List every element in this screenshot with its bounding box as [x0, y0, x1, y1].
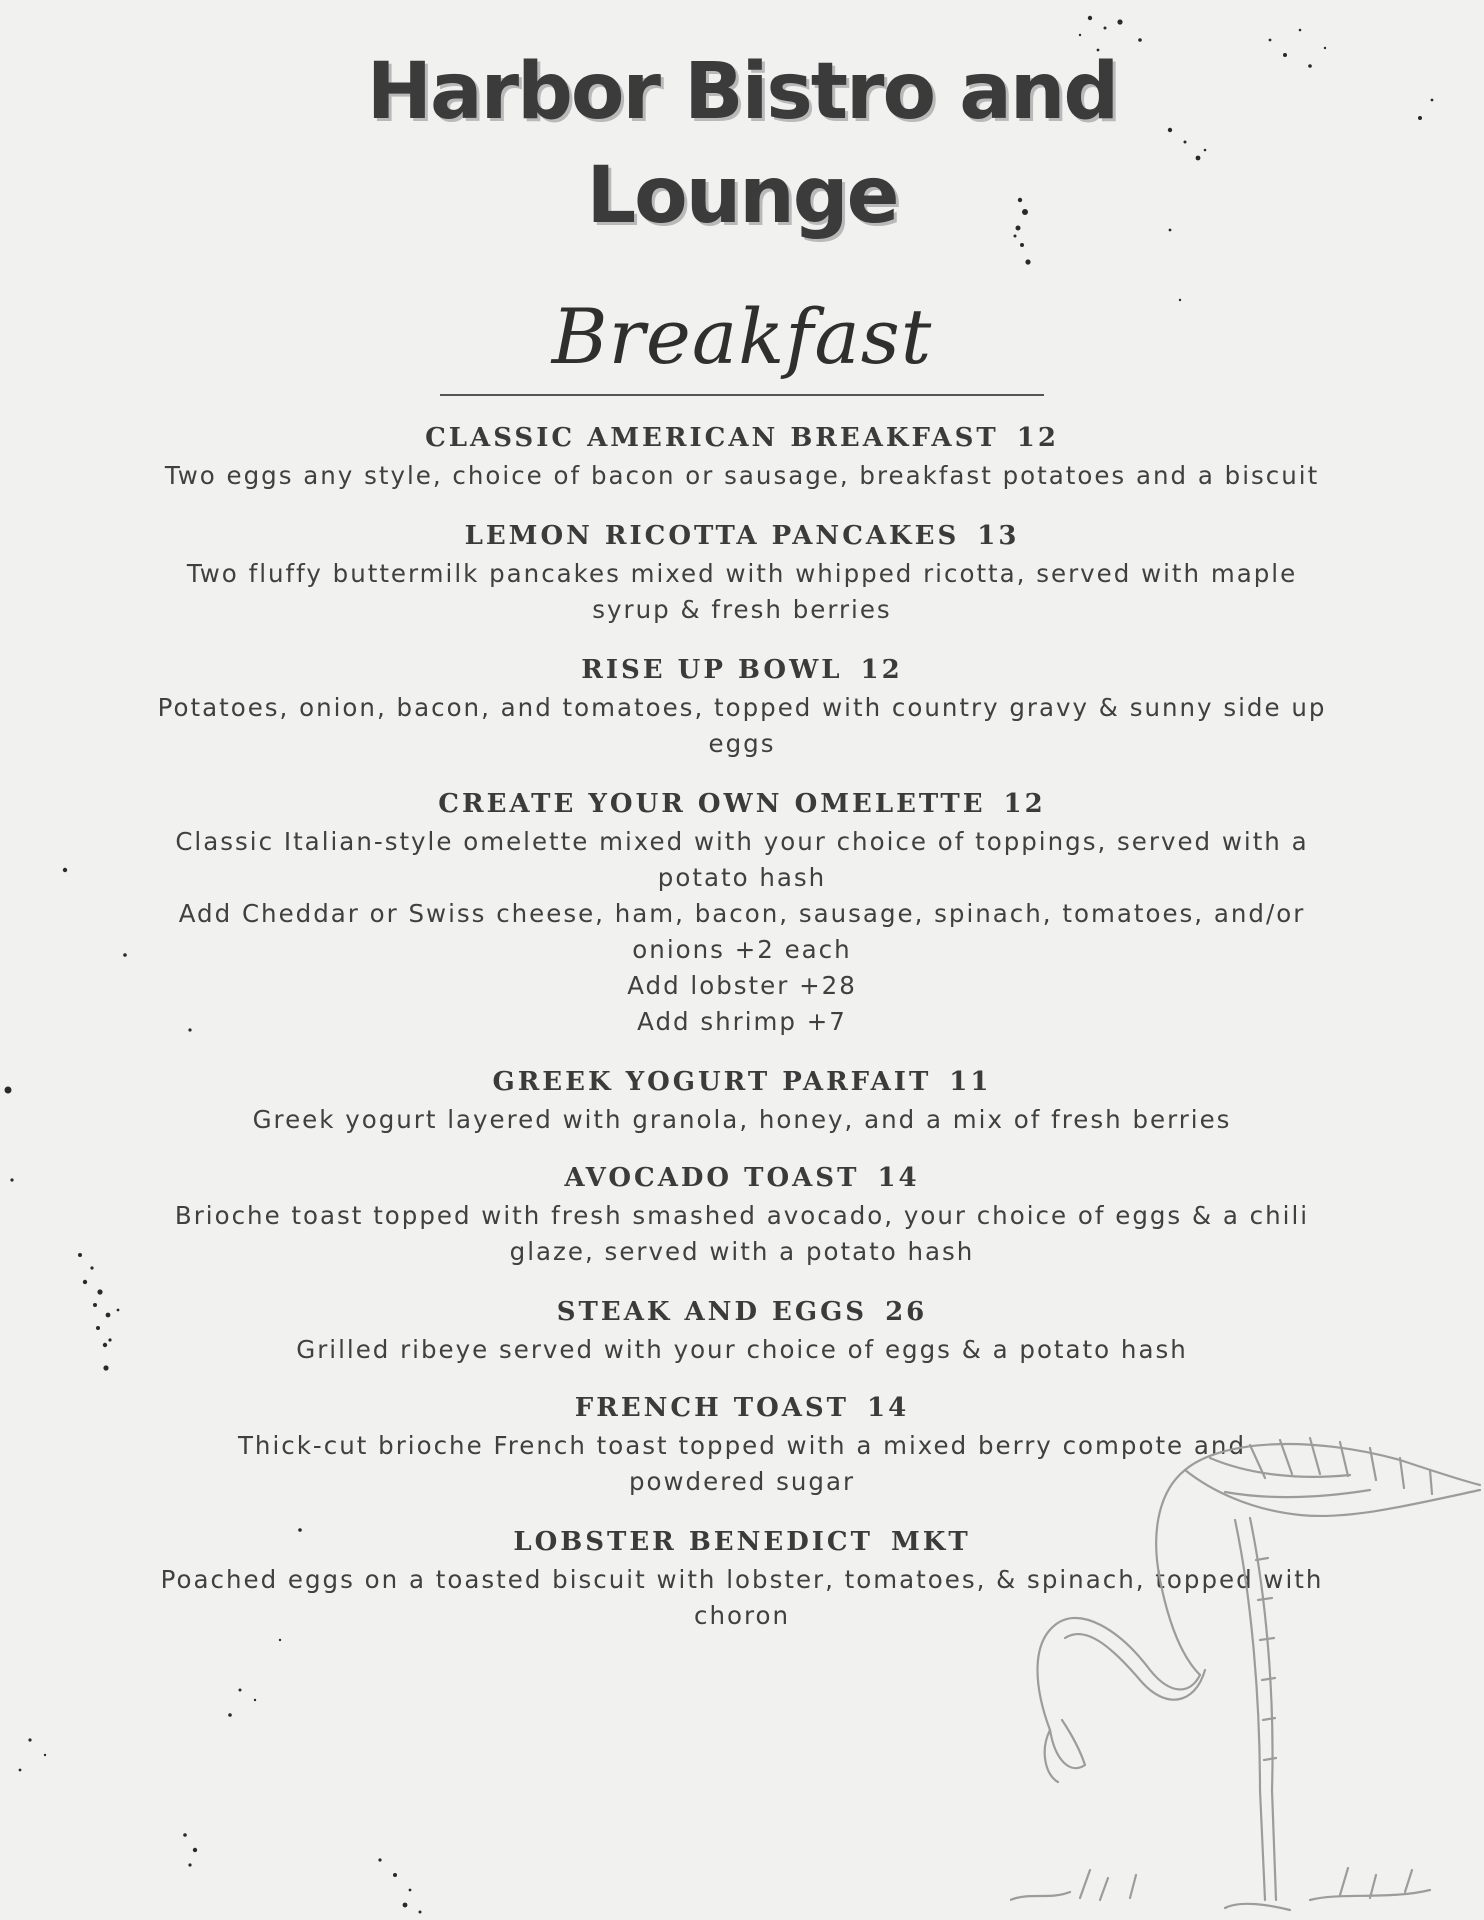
- menu-item-description: Brioche toast topped with fresh smashed avocado, your choice of eggs & a chili: [174, 1201, 1310, 1230]
- menu-item-description: powdered sugar: [628, 1467, 856, 1496]
- menu-item-name: STEAK AND EGGS: [556, 1297, 868, 1327]
- menu-item-header: [110, 1388, 1374, 1428]
- menu-item: [110, 1292, 1374, 1368]
- menu-item: [110, 1158, 1374, 1270]
- menu-item: [110, 1062, 1374, 1138]
- menu-item-description: Add lobster +28: [627, 971, 857, 1000]
- menu-item-description: eggs: [708, 729, 776, 758]
- menu-item-price: 14: [877, 1163, 920, 1193]
- menu-item-name: GREEK YOGURT PARFAIT: [492, 1067, 932, 1097]
- menu-item-description: glaze, served with a potato hash: [509, 1237, 975, 1266]
- menu-item-description: Add Cheddar or Swiss cheese, ham, bacon, sausage, spinach, tomatoes, and/or: [178, 899, 1306, 928]
- menu-item-description: Classic Italian-style omelette mixed with your choice of toppings, served with a: [175, 827, 1309, 856]
- flamingo-illustration: [1010, 1430, 1484, 1920]
- restaurant-name-line1: Harbor Bistro and: [366, 47, 1118, 137]
- menu-item-description: syrup & fresh berries: [592, 595, 892, 624]
- menu-item-description: Add shrimp +7: [637, 1007, 847, 1036]
- menu-item: [110, 516, 1374, 628]
- menu-item-description: Grilled ribeye served with your choice of eggs & a potato hash: [296, 1335, 1188, 1364]
- menu-item-description: Thick-cut brioche French toast topped with a mixed berry compote and: [237, 1431, 1247, 1460]
- menu-item-description: choron: [693, 1601, 791, 1630]
- menu-item-description: onions +2 each: [632, 935, 852, 964]
- menu-item: [110, 784, 1374, 1040]
- menu-item-header: [110, 516, 1374, 556]
- restaurant-name-line2: Lounge: [586, 151, 898, 241]
- menu-item-description: Potatoes, onion, bacon, and tomatoes, topped with country gravy & sunny side up: [157, 693, 1327, 722]
- section-title: Breakfast: [551, 292, 933, 381]
- menu-item: [110, 418, 1374, 494]
- menu-item-name: FRENCH TOAST: [574, 1393, 850, 1423]
- menu-item-price: 11: [949, 1067, 992, 1097]
- menu-item-price: 13: [977, 521, 1020, 551]
- menu-item-price: 12: [1016, 423, 1059, 453]
- section-divider: [440, 394, 1044, 396]
- menu-item-price: 12: [1003, 789, 1046, 819]
- menu-item-header: [110, 1062, 1374, 1102]
- menu-item-name: CREATE YOUR OWN OMELETTE: [438, 789, 986, 819]
- menu-item-name: RISE UP BOWL: [581, 655, 843, 685]
- menu-item-description: potato hash: [657, 863, 827, 892]
- menu-item-description: Two eggs any style, choice of bacon or sausage, breakfast potatoes and a biscuit: [164, 461, 1320, 490]
- menu-item-price: 12: [860, 655, 903, 685]
- restaurant-name: [0, 40, 1484, 248]
- menu-item-name: AVOCADO TOAST: [564, 1163, 860, 1193]
- menu-item-header: [110, 784, 1374, 824]
- menu-item-name: LEMON RICOTTA PANCAKES: [464, 521, 960, 551]
- menu-item: [110, 650, 1374, 762]
- menu-item-name: CLASSIC AMERICAN BREAKFAST: [425, 423, 999, 453]
- menu-item-name: LOBSTER BENEDICT: [513, 1527, 873, 1557]
- menu-item-price: 26: [885, 1297, 928, 1327]
- menu-item-header: [110, 650, 1374, 690]
- menu-item-description: Greek yogurt layered with granola, honey, and a mix of fresh berries: [252, 1105, 1232, 1134]
- menu-item-price: MKT: [890, 1527, 971, 1557]
- menu-item-header: [110, 418, 1374, 458]
- menu-item-header: [110, 1292, 1374, 1332]
- menu-item-header: [110, 1158, 1374, 1198]
- menu-item-description: Poached eggs on a toasted biscuit with lobster, tomatoes, & spinach, topped with: [160, 1565, 1324, 1594]
- menu-item-price: 14: [867, 1393, 910, 1423]
- menu-item-description: Two fluffy buttermilk pancakes mixed with whipped ricotta, served with maple: [186, 559, 1298, 588]
